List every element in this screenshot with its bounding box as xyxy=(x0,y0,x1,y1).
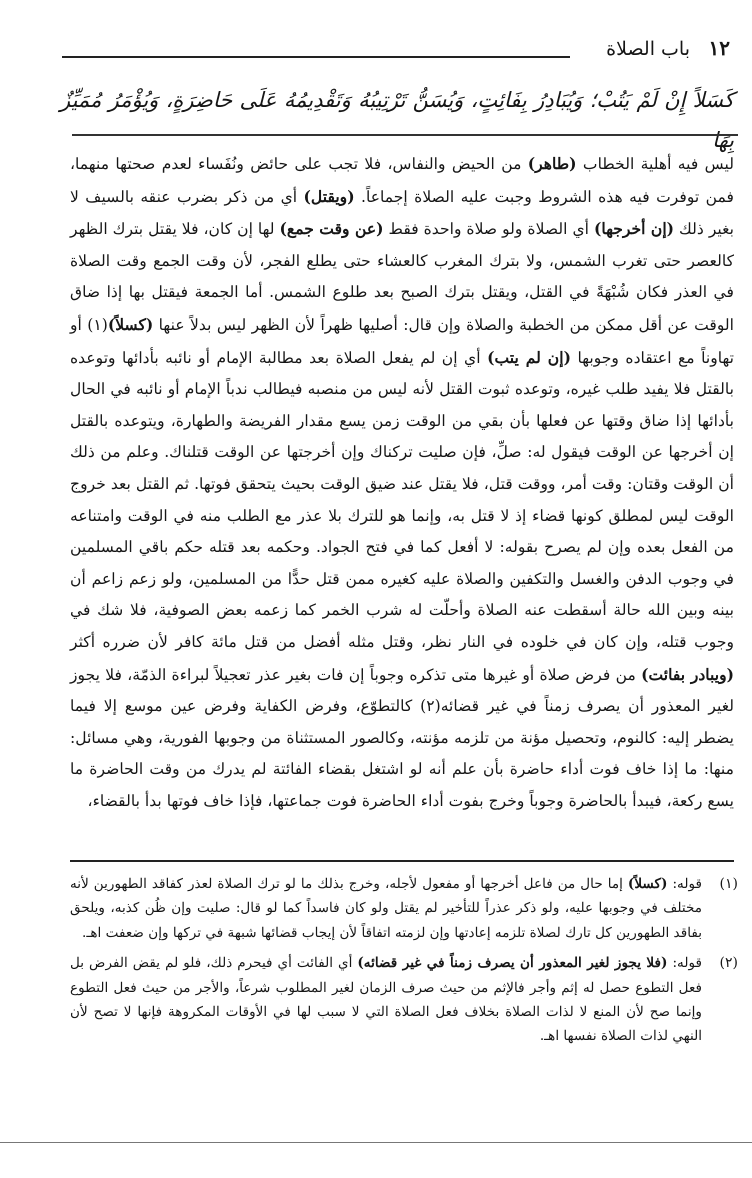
text-span: قوله: xyxy=(667,876,702,892)
footnote-number: (٢) xyxy=(719,955,738,972)
text-span: إما حال من فاعل أخرجها أو مفعول لأجله، وخرج بذلك ما لو ترك الصلاة لعذر كفاقد الطهورين لأنه مختلف في وجوبها عليه، ولو ذكر عذراً للتأخير لم يقتل ولو كان فاسداً كما لو قال: صليت وإن ظُن كذبه، ويلحق بفاقد الطهورين كل تارك لصلاة تلزمه إعادتها وإن لزمته اتفاقاً لأن إيجاب قضائها شبهة في تركها وإن ضعفت اهـ. xyxy=(70,876,702,941)
text-span: أي الفائت أي فيحرم ذلك، فلو لم يقض الفرض بل فعل التطوع حصل له إثم وأجر فالإثم من حيث صرف الزمان لغير المطلوب شرعاً، والأجر من حيث فعل التطوع وإنما صح لأن المنع لا لذات الصلاة بخلاف فعل الصلاة التي لا سبب لها في الأوقات المكروهة فإنها لا تصح لأن النهي لذات الصلاة نفسها اهـ. xyxy=(70,955,702,1045)
text-span: أي من ذكر بضرب عنقه بالسيف لا بغير ذلك xyxy=(70,187,734,239)
keyword-span: (طاهر) xyxy=(527,154,577,173)
footnote-number: (١) xyxy=(719,876,738,892)
keyword-span: (ويبادر بفائت) xyxy=(641,664,734,684)
matn-divider xyxy=(72,134,738,136)
commentary-text xyxy=(70,148,734,817)
text-span: أي إن لم يفعل الصلاة بعد مطالبة الإمام أو نائبه بأدائها وتوعده بالقتل فلا يفيد طلب غيره، وتوعده ثبوت القتل لأنه ليس من منصبه فيطالب ندباً الإمام أو نائبه في الحال بأدائها إذا ضاق وقتها عن فعلها بأن بقي من الوقت زمن يسع مقدار الفريضة والطهارة، ويتوعده بالقتل إن أخرجها عن الوقت فيقول له: صلِّ، فإن صليت تركناك وإن أخرجتها عن الوقت قتلناك. وعلم من ذلك أن الوقت وقتان: وقت أمر، ووقت قتل، فلا يقتل عند ضيق الوقت بحيث يتحقق فوتها. ثم القتل بعد خروج الوقت ليس لمطلق كونها قضاء إذ لا قتل به، وإنما هو للترك بلا عذر مع الطلب منه في الوقت وامتناعه من الفعل بعده وإن لم يصرح بقوله: لا أفعل كما في فتح الجواد. وحكمه بعد قتله حكم باقي المسلمين في وجوب الدفن والغسل والتكفين والصلاة عليه كغيره ممن قتل حدًّا من المسلمين، ولو زعم زاعم أن بينه وبين الله حالة أسقطت عنه الصلاة وأحلّت له شرب الخمر كما زعمه بعض الصوفية، فلا شك في وجوب قتله، وإن كان في خلوده في النار نظر، وقتل مثله أفضل من قتل مائة كافر لأن ضرره أكثر xyxy=(70,348,734,651)
keyword-span: (إن أخرجها) xyxy=(593,219,675,239)
page-number: ١٢ xyxy=(708,36,730,60)
footnotes xyxy=(70,872,738,1055)
keyword-span: (إن لم يتب) xyxy=(487,347,571,367)
matn-text: كَسَلاً إِنْ لَمْ يَتُبْ؛ وَيُبَادِرُ بِفَائِتٍ، وَيُسَنُّ تَرْتِيبُهُ وَتَقْدِيمُهُ عَلَى حَاضِرَةٍ، وَيُؤْمَرُ مُمَيِّزٌ بِهَا xyxy=(60,88,734,152)
footnote-1 xyxy=(70,872,738,945)
keyword-span: (ويقتل) xyxy=(303,186,355,206)
text-span: ليس فيه أهلية الخطاب xyxy=(576,155,734,173)
footnote-divider xyxy=(70,860,734,862)
page-bottom-rule xyxy=(0,1142,752,1143)
keyword-span: (فلا يجوز لغير المعذور أن يصرف زمناً في غير قضائه) xyxy=(357,955,668,972)
text-span: أي الصلاة ولو صلاة واحدة فقط xyxy=(383,220,594,239)
keyword-span: (كسلاً) xyxy=(627,876,668,892)
page-header xyxy=(62,34,730,64)
running-title: باب الصلاة xyxy=(606,38,690,60)
text-span: لها إن كان، فلا يقتل بترك الظهر كالعصر حتى تغرب الشمس، ولا بترك المغرب كالعشاء حتى يطلع الفجر، لأن وقت الجمع وقت الصلاة في العذر فكان شُبْهَةً في القتل، ويقتل بترك الصبح بعد طلوع الشمس. أما الجمعة فيقتل بها إذا ضاق الوقت عن أقل ممكن من الخطبة والصلاة وإن قال: أصليها ظهراً لأن الظهر ليس بدلاً عنها xyxy=(70,220,735,334)
text-span: من الحيض والنفاس، فلا تجب على حائض ونُفَساء لعدم صحتها منهما، فمن توفرت فيه هذه الشروط وجبت عليه الصلاة إجماعاً. xyxy=(70,155,734,206)
keyword-span: (كسلاً) xyxy=(107,314,154,334)
text-span: من فرض صلاة أو غيرها متى تذكره وجوباً إن فات بغير عذر تعجيلاً لبراءة الذمّة، فلا يجوز لغير المعذور أن يصرف زمناً في غير قضائه(٢) كالتطوّع، وفرض الكفاية وفرض عين موسع إلا فيما يضطر إليه: كالنوم، وتحصيل مؤنة من تلزمه مؤنته، وكالصور المستثناة من وجوبها الفورية، وهي مسائل: منها: ما إذا خاف فوت أداء حاضرة بأن علم أنه لو اشتغل بقضاء الفائتة لم يدرك من وقت الحاضرة ما يسع ركعة، فيبدأ بالحاضرة وجوباً وخرج بفوت أداء الحاضرة فوت جماعتها، فإذا خاف فوتها بدأ بالقضاء، xyxy=(70,665,735,810)
header-rule xyxy=(62,56,570,58)
footnote-text xyxy=(70,872,702,945)
footnote-2 xyxy=(70,951,738,1049)
footnote-text xyxy=(70,951,702,1049)
text-span: قوله: xyxy=(667,955,702,972)
keyword-span: (عن وقت جمع) xyxy=(279,219,384,239)
text-span: (١) أو تهاوناً مع اعتقاده وجوبها xyxy=(70,315,735,367)
